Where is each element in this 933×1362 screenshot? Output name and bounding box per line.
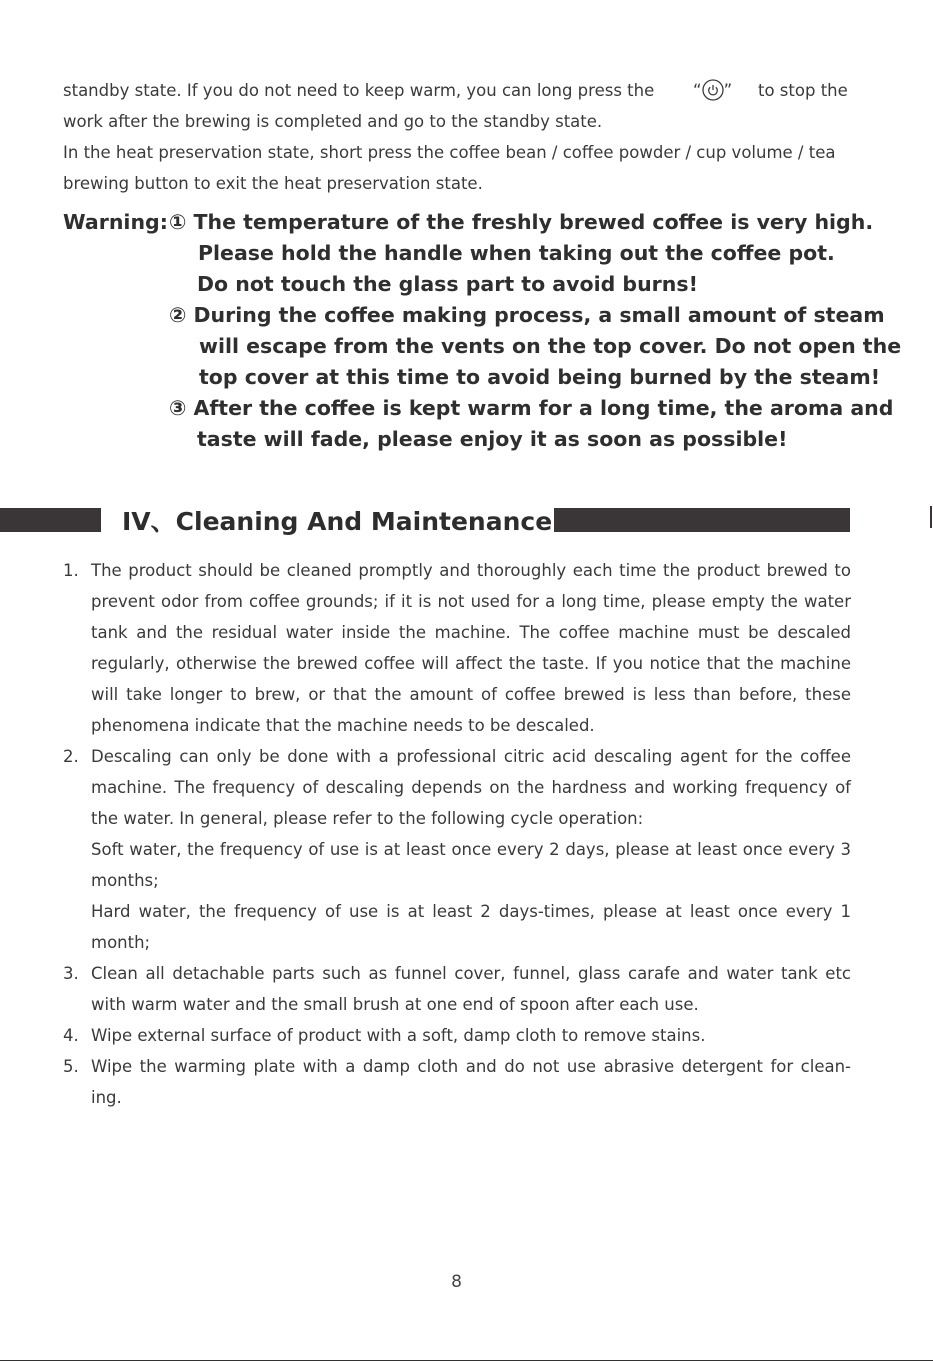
list-item-line: machine. The frequency of descaling depends on the hardness and working frequency of — [91, 778, 851, 797]
warning-line-5: will escape from the vents on the top cover. Do not open the — [199, 334, 902, 358]
warning-label: Warning: — [63, 210, 168, 234]
list-item-line: tank and the residual water inside the machine. The coffee machine must be descaled — [91, 623, 851, 642]
list-item-line: the water. In general, please refer to the following cycle operation: — [91, 809, 644, 828]
section-title: IV、Cleaning And Maintenance — [122, 507, 553, 536]
maintenance-list — [63, 555, 851, 1113]
intro-line-1-text: standby state. If you do not need to keep warm, you can long press the — [63, 81, 655, 100]
list-item-line: Descaling can only be done with a professional citric acid descaling agent for the coffee — [91, 747, 851, 766]
warning-line-7: ③ After the coffee is kept warm for a long time, the aroma and — [169, 396, 894, 420]
list-item-line: month; — [91, 933, 151, 952]
page-number: 8 — [451, 1272, 462, 1292]
list-item-line: phenomena indicate that the machine needs to be descaled. — [91, 716, 595, 735]
list-item — [63, 1051, 851, 1113]
intro-line-1 — [63, 75, 851, 106]
quote-close: ” — [723, 81, 733, 100]
list-item-line: Clean all detachable parts such as funnel cover, funnel, glass carafe and water tank etc — [91, 964, 851, 983]
warning-line-3: Do not touch the glass part to avoid burns! — [197, 272, 698, 296]
list-item-number: 2. — [63, 747, 79, 766]
power-button-reference — [693, 75, 732, 111]
warning-line-6: top cover at this time to avoid being burned by the steam! — [199, 365, 881, 389]
intro-line-4: brewing button to exit the heat preservation state. — [63, 174, 483, 193]
warning-line-1: ① The temperature of the freshly brewed coffee is very high. — [169, 210, 874, 234]
intro-line-3: In the heat preservation state, short press the coffee bean / coffee powder / cup volume / tea — [63, 143, 836, 162]
list-item-number: 3. — [63, 964, 79, 983]
bottom-rule — [0, 1360, 933, 1361]
quote-open: “ — [693, 81, 702, 100]
warning-line-4: ② During the coffee making process, a small amount of steam — [169, 303, 885, 327]
section-bar-left — [0, 508, 101, 532]
list-item — [63, 741, 851, 958]
list-item-line: Hard water, the frequency of use is at least 2 days-times, please at least once every 1 — [91, 902, 851, 921]
list-item-line: will take longer to brew, or that the amount of coffee brewed is less than before, these — [91, 685, 851, 704]
list-item-number: 5. — [63, 1057, 79, 1076]
list-item — [63, 1020, 851, 1051]
edge-mark — [930, 506, 932, 528]
list-item-number: 4. — [63, 1026, 79, 1045]
list-item — [63, 555, 851, 741]
list-item-line: prevent odor from coffee grounds; if it is not used for a long time, please empty the water — [91, 592, 851, 611]
power-icon — [702, 79, 724, 111]
list-item-line: The product should be cleaned promptly and thoroughly each time the product brewed to — [91, 561, 851, 580]
list-item-line: regularly, otherwise the brewed coffee will affect the taste. If you notice that the machine — [91, 654, 851, 673]
list-item-line: ing. — [91, 1088, 122, 1107]
intro-line-2: work after the brewing is completed and go to the standby state. — [63, 112, 603, 131]
list-item-line: Soft water, the frequency of use is at least once every 2 days, please at least once every 3 — [91, 840, 851, 859]
section-bar-right — [554, 508, 850, 532]
warning-line-8: taste will fade, please enjoy it as soon as possible! — [197, 427, 788, 451]
intro-paragraph — [63, 75, 851, 199]
list-item-line: Wipe external surface of product with a soft, damp cloth to remove stains. — [91, 1026, 706, 1045]
list-item-number: 1. — [63, 561, 79, 580]
list-item — [63, 958, 851, 1020]
list-item-line: Wipe the warming plate with a damp cloth and do not use abrasive detergent for clean- — [91, 1057, 851, 1076]
list-item-line: with warm water and the small brush at one end of spoon after each use. — [91, 995, 699, 1014]
list-item-line: months; — [91, 871, 159, 890]
warning-line-2: Please hold the handle when taking out the coffee pot. — [198, 241, 835, 265]
intro-line-1-end: to stop the — [758, 81, 848, 100]
